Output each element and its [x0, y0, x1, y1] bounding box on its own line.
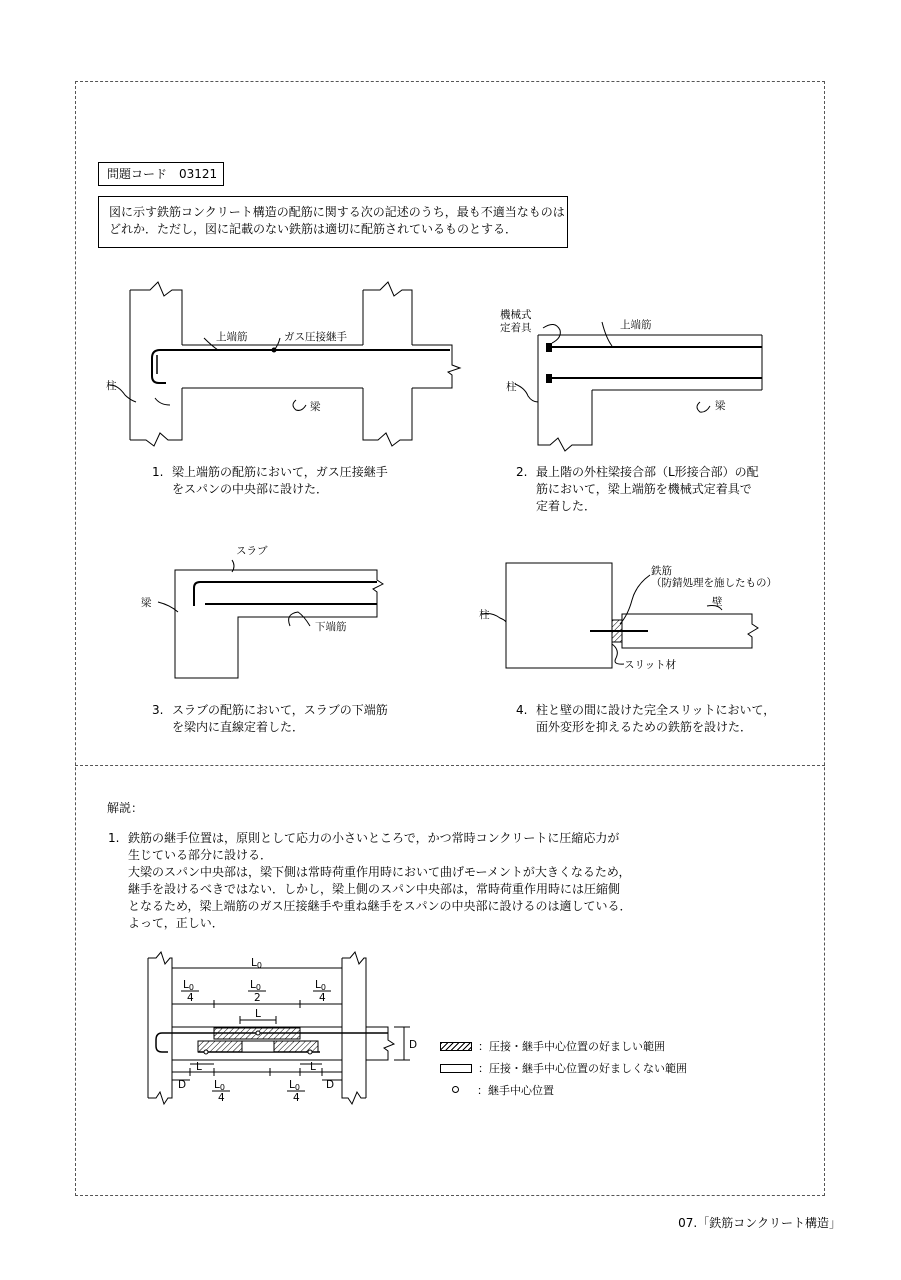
choice-text: をスパンの中央部に設けた．: [172, 482, 329, 496]
dim-L-top: L: [255, 1008, 261, 1020]
fig4-slit-label: スリット材: [624, 659, 677, 671]
slit-material: [612, 620, 622, 642]
svg-text:4: 4: [319, 992, 326, 1004]
fig4-rebar-label-1: 鉄筋: [651, 565, 672, 577]
gas-joint-dot: [272, 348, 277, 353]
legend-blank: ：圧接・継手中心位置の好ましくない範囲: [440, 1062, 687, 1076]
fig2-column-label: 柱: [506, 381, 517, 393]
choice-1[interactable]: 1. 梁上端筋の配筋において，ガス圧接継手 をスパンの中央部に設けた．: [152, 465, 388, 496]
svg-text:L0: L0: [183, 979, 194, 992]
dim-D-left: D: [178, 1079, 187, 1091]
fig4-rebar-label-2: （防錆処理を施したもの）: [651, 577, 777, 589]
fig2-top-bar-label: 上端筋: [620, 319, 652, 331]
svg-text:L0: L0: [250, 979, 261, 992]
fig3-beam-label: 梁: [141, 597, 152, 609]
dim-D-right: D: [326, 1079, 335, 1091]
fig2-anchor-label-2: 定着具: [500, 322, 532, 334]
explanation-line: 継手を設けるべきではない．しかし，梁上側のスパン中央部は，常時荷重作用時には圧縮側: [128, 882, 621, 896]
dim-D: D: [409, 1039, 418, 1051]
dim-lo4-left: [181, 979, 199, 1004]
explanation-line: 大梁のスパン中央部は，梁下側は常時荷重作用時において曲げモーメントが大きくなるため，: [128, 865, 631, 879]
question-line: どれか．ただし，図に記載のない鉄筋は適切に配筋されているものとする．: [109, 222, 518, 236]
problem-code: 問題コード 03121: [98, 162, 224, 186]
explanation-line: となるため，梁上端筋のガス圧接継手や重ね継手をスパンの中央部に設けるのは適している．: [128, 899, 632, 913]
dim-lo4-right: [313, 979, 331, 1004]
dim-lo4-bottom-right: [287, 1079, 305, 1104]
svg-text:L0: L0: [214, 1079, 225, 1092]
svg-text:4: 4: [293, 1092, 300, 1104]
page-footer: 07.「鉄筋コンクリート構造」: [678, 1216, 841, 1230]
choice-3[interactable]: 3. スラブの配筋において，スラブの下端筋 を梁内に直線定着した．: [152, 703, 388, 734]
legend-hatched: ：圧接・継手中心位置の好ましい範囲: [440, 1040, 665, 1054]
mech-anchor-upper: [546, 343, 552, 352]
explanation-line: よって，正しい．: [128, 916, 224, 930]
choice-text: を梁内に直線定着した．: [172, 720, 305, 734]
choice-text: 定着した．: [536, 499, 597, 513]
joint-center-right: [308, 1050, 312, 1054]
figure-3: [158, 560, 383, 678]
fig2-anchor-label-1: 機械式: [500, 309, 532, 321]
dim-L-right: L: [310, 1061, 316, 1073]
svg-text:4: 4: [187, 992, 194, 1004]
dim-lo4-bottom-left: [212, 1079, 230, 1104]
fig4-wall-label: 壁: [712, 596, 723, 608]
choice-text: 柱と壁の間に設けた完全スリットにおいて，: [536, 703, 776, 717]
choice-text: 筋において，梁上端筋を機械式定着具で: [536, 482, 752, 496]
hatched-swatch: [440, 1042, 472, 1051]
fig1-gas-joint-label: ガス圧接継手: [284, 331, 347, 343]
explanation-line: 生じている部分に設ける．: [128, 848, 273, 862]
choice-4[interactable]: 4. 柱と壁の間に設けた完全スリットにおいて， 面外変形を抑えるための鉄筋を設けた．: [516, 703, 776, 734]
explanation-title: 解説：: [107, 801, 144, 815]
fig1-beam-label: 梁: [310, 401, 321, 413]
fig4-column-label: 柱: [479, 609, 490, 621]
unpreferred-zone-bottom: [242, 1041, 274, 1052]
choice-text: 梁上端筋の配筋において，ガス圧接継手: [172, 465, 388, 479]
mech-anchor-lower: [546, 374, 552, 383]
svg-text:L0: L0: [315, 979, 326, 992]
explanation-line: 鉄筋の継手位置は，原則として応力の小さいところで，かつ常時コンクリートに圧縮応力が: [128, 831, 620, 845]
choice-text: スラブの配筋において，スラブの下端筋: [172, 703, 388, 717]
fig2-beam-label: 梁: [715, 400, 726, 412]
choice-2[interactable]: 2. 最上階の外柱梁接合部（L形接合部）の配 筋において，梁上端筋を機械式定着具で 定着した．: [516, 465, 759, 513]
figure-1: [110, 282, 460, 446]
dim-lo2: [248, 979, 266, 1004]
question-line: 図に示す鉄筋コンクリート構造の配筋に関する次の記述のうち，最も不適当なものは: [109, 205, 565, 219]
joint-center-left: [204, 1050, 208, 1054]
circle-icon: [452, 1086, 459, 1093]
figure-2: [515, 322, 762, 451]
svg-text:2: 2: [254, 992, 261, 1004]
choice-text: 面外変形を抑えるための鉄筋を設けた．: [536, 720, 753, 734]
dim-L-left: L: [196, 1061, 202, 1073]
svg-text:L0: L0: [289, 1079, 300, 1092]
fig3-bottom-bar-label: 下端筋: [315, 621, 347, 633]
dim-L0: L0: [251, 957, 262, 970]
joint-center-top: [256, 1031, 260, 1035]
legend-circle: ：継手中心位置: [440, 1084, 554, 1098]
choice-text: 最上階の外柱梁接合部（L形接合部）の配: [536, 465, 759, 479]
fig1-top-bar-label: 上端筋: [216, 331, 248, 343]
explanation-body: 1. 鉄筋の継手位置は，原則として応力の小さいところで，かつ常時コンクリートに圧縮応力が 生じている部分に設ける． 大梁のスパン中央部は，梁下側は常時荷重作用時において曲げモーメントが大きくなるため， 継手を設けるべきではない．しかし，梁上側のスパン中央部は，常時荷重作用時には圧縮側 となるため，梁上端筋のガス圧接継手や重ね継手をスパンの中央部に設けるのは適している． よって，正しい．: [108, 831, 632, 930]
fig1-column-label: 柱: [106, 380, 117, 392]
fig3-slab-label: スラブ: [236, 545, 268, 557]
svg-text:4: 4: [218, 1092, 225, 1104]
blank-swatch: [440, 1064, 472, 1073]
